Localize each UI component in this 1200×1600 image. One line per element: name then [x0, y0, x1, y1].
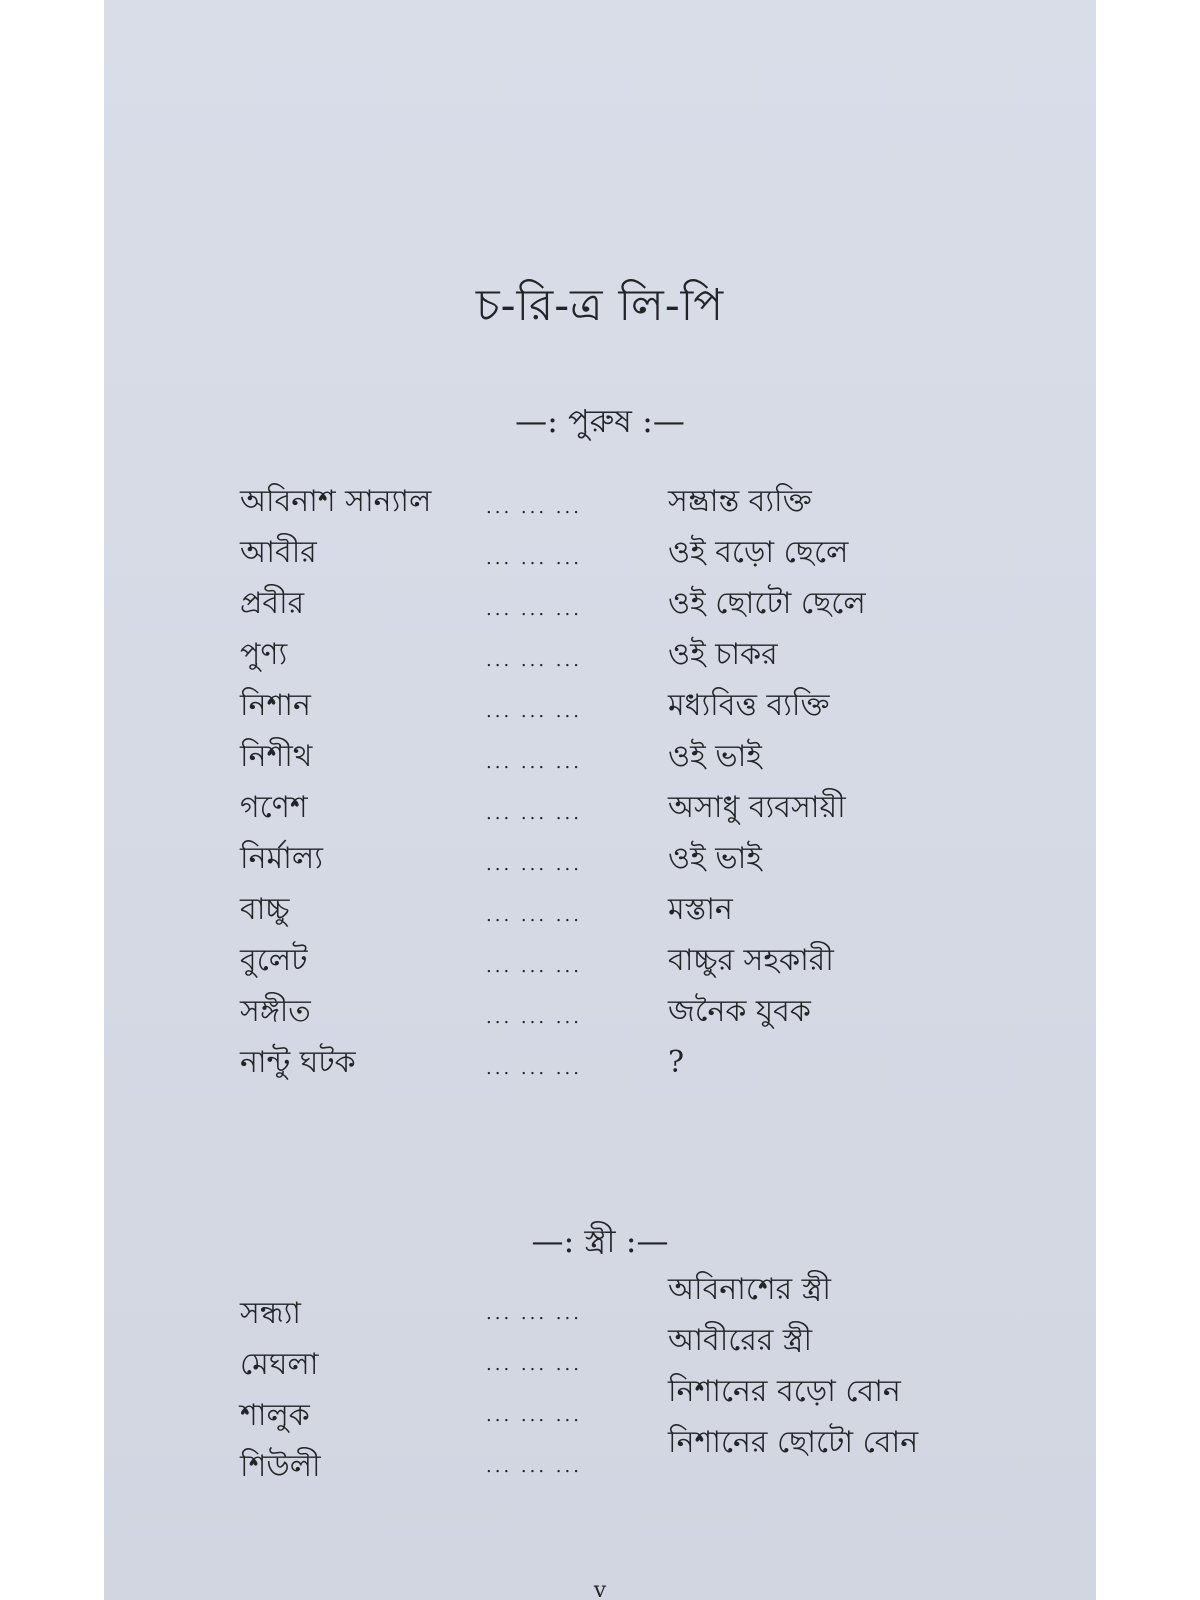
cast-dots: ... ... ... — [486, 1007, 582, 1028]
cast-row — [240, 833, 1060, 884]
cast-role: ? — [668, 1045, 685, 1080]
cast-name: প্রবীর — [240, 586, 305, 621]
cast-name: আবীর — [240, 535, 317, 570]
cast-row — [240, 629, 1060, 680]
cast-dots: ... ... ... — [486, 956, 582, 977]
male-cast-list — [240, 476, 1060, 1088]
female-section-heading: —: স্ত্রী :— — [531, 1222, 669, 1260]
cast-name: গণেশ — [240, 790, 308, 825]
cast-dots: ... ... ... — [486, 854, 582, 875]
cast-role: ওই ছোটো ছেলে — [668, 586, 866, 621]
cast-row — [240, 1425, 1060, 1486]
cast-dots: ... ... ... — [486, 599, 582, 620]
cast-name: বুলেট — [240, 943, 308, 978]
cast-dots: ... ... ... — [486, 1354, 582, 1375]
cast-row — [240, 731, 1060, 782]
cast-dots: ... ... ... — [486, 803, 582, 824]
book-page — [104, 0, 1096, 1600]
cast-name: সঙ্গীত — [240, 994, 311, 1029]
cast-name: পুণ্য — [240, 637, 288, 672]
cast-role: জনৈক যুবক — [668, 994, 811, 1029]
page-number: v — [593, 1578, 607, 1600]
cast-dots: ... ... ... — [486, 1456, 582, 1477]
male-section-heading: —: পুরুষ :— — [515, 402, 685, 440]
cast-row — [240, 986, 1060, 1037]
cast-row — [240, 1374, 1060, 1435]
cast-dots: ... ... ... — [486, 1405, 582, 1426]
page-title: চ-রি-ত্র লি-পি — [475, 280, 725, 331]
cast-row — [240, 680, 1060, 731]
cast-role: অবিনাশের স্ত্রী — [668, 1272, 831, 1307]
cast-dots: ... ... ... — [486, 701, 582, 722]
cast-row — [240, 782, 1060, 833]
cast-role: ওই চাকর — [668, 637, 778, 672]
cast-name: শালুক — [240, 1398, 310, 1433]
cast-name: নান্টু ঘটক — [240, 1045, 356, 1080]
cast-role: সম্ভ্রান্ত ব্যক্তি — [668, 484, 812, 519]
cast-dots: ... ... ... — [486, 1303, 582, 1324]
cast-row — [240, 1272, 1060, 1333]
cast-name: নিশান — [240, 688, 311, 723]
cast-row — [240, 578, 1060, 629]
cast-name: নির্মাল্য — [240, 841, 323, 876]
cast-role: ওই ভাই — [668, 739, 762, 774]
cast-name: সন্ধ্যা — [240, 1296, 301, 1331]
cast-row — [240, 476, 1060, 527]
cast-dots: ... ... ... — [486, 905, 582, 926]
cast-name: অবিনাশ সান্যাল — [240, 484, 432, 519]
cast-name: মেঘলা — [240, 1347, 319, 1382]
cast-row — [240, 884, 1060, 935]
cast-dots: ... ... ... — [486, 1058, 582, 1079]
cast-role: অসাধু ব্যবসায়ী — [668, 790, 846, 825]
cast-role: ওই ভাই — [668, 841, 762, 876]
cast-name: শিউলী — [240, 1449, 321, 1484]
cast-role: মধ্যবিত্ত ব্যক্তি — [668, 688, 830, 723]
cast-row — [240, 1037, 1060, 1088]
cast-dots: ... ... ... — [486, 497, 582, 518]
cast-name: বাচ্চু — [240, 892, 290, 927]
cast-dots: ... ... ... — [486, 752, 582, 773]
cast-row — [240, 1323, 1060, 1384]
cast-role: বাচ্চুর সহকারী — [668, 943, 834, 978]
cast-role: নিশানের ছোটো বোন — [668, 1425, 919, 1460]
cast-dots: ... ... ... — [486, 650, 582, 671]
cast-role: নিশানের বড়ো বোন — [668, 1374, 901, 1409]
cast-row — [240, 527, 1060, 578]
cast-role: ওই বড়ো ছেলে — [668, 535, 849, 570]
cast-role: মস্তান — [668, 892, 733, 927]
cast-name: নিশীথ — [240, 739, 313, 774]
cast-dots: ... ... ... — [486, 548, 582, 569]
cast-role: আবীরের স্ত্রী — [668, 1323, 813, 1358]
female-cast-list — [240, 1272, 1060, 1486]
cast-row — [240, 935, 1060, 986]
